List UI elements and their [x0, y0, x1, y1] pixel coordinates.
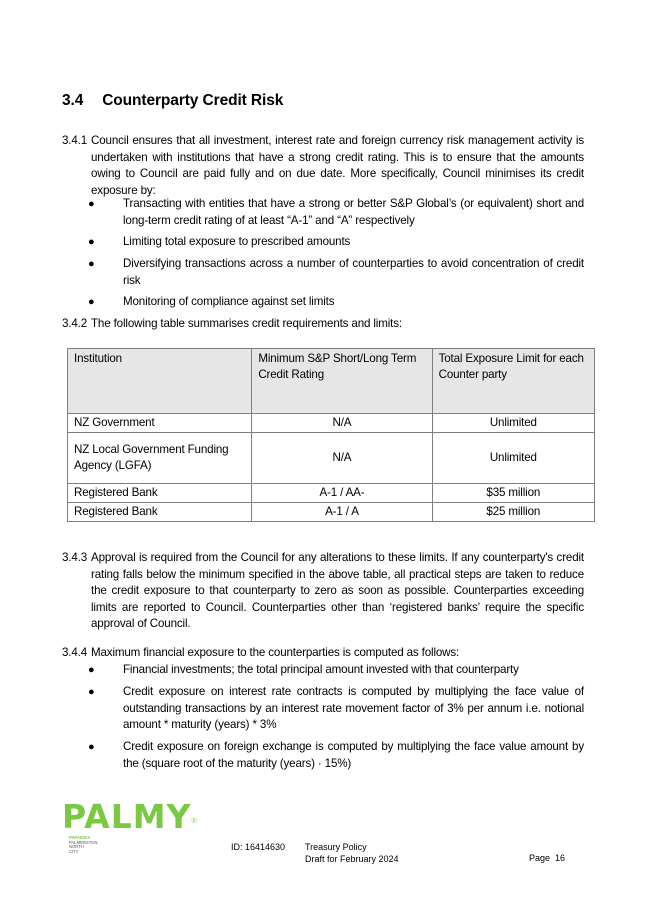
table-cell: N/A: [252, 433, 432, 484]
table-cell: A-1 / AA-: [252, 484, 432, 503]
paragraph-text: The following table summarises credit requirements and limits:: [91, 317, 402, 330]
bullet-icon: ●: [88, 236, 95, 248]
list-item-text: Monitoring of compliance against set limits: [123, 295, 335, 308]
table-row: [68, 433, 595, 484]
section-heading: [62, 92, 283, 110]
page-number: 16: [555, 853, 566, 863]
page-label: Page: [529, 853, 551, 863]
table-cell: N/A: [252, 414, 432, 433]
logo-subtitle-line: NORTH: [69, 844, 84, 850]
bullet-icon: ●: [88, 296, 95, 308]
palmy-logo: [62, 797, 197, 854]
column-header: Institution: [68, 349, 252, 414]
table-row: [68, 503, 595, 522]
footer-document-id: ID: 16414630: [231, 842, 286, 852]
list-item-text: Credit exposure on interest rate contracts is computed by multiplying the face value of outstanding transactions by an interest rate movement factor of 3% per annum i.e. notional amount * maturity (years) * 3%: [123, 685, 584, 731]
paragraph-3-4-3: [62, 550, 584, 633]
logo-wordmark: PALMY: [62, 797, 192, 836]
table-header-row: [68, 349, 595, 414]
table-cell: A-1 / A: [252, 503, 432, 522]
list-item: [62, 294, 584, 311]
list-item: [62, 196, 584, 229]
list-item: [62, 739, 584, 772]
list-item-text: Credit exposure on foreign exchange is computed by multiplying the face value amount by the (square root of the maturity (years) · 15%): [123, 740, 584, 770]
list-item-text: Financial investments; the total principal amount invested with that counterparty: [123, 663, 519, 676]
paragraph-3-4-4: [62, 645, 584, 662]
paragraph-text: Maximum financial exposure to the counterparties is computed as follows:: [91, 646, 460, 659]
logo-subtitle: [69, 836, 197, 854]
paragraph-number: 3.4.2: [62, 317, 88, 330]
bullet-icon: ●: [88, 198, 95, 210]
table-cell: Registered Bank: [68, 503, 252, 522]
table-cell: Unlimited: [432, 433, 594, 484]
table-cell: Registered Bank: [68, 484, 252, 503]
bullet-icon: ●: [88, 741, 95, 753]
list-item: [62, 684, 584, 734]
table-cell: $25 million: [432, 503, 594, 522]
table-cell: NZ Government: [68, 414, 252, 433]
list-item-text: Diversifying transactions across a number of counterparties to avoid concentration of credit risk: [123, 257, 584, 287]
list-item: [62, 256, 584, 289]
bullet-icon: ●: [88, 664, 95, 676]
bullet-icon: ●: [88, 686, 95, 698]
paragraph-text: Approval is required from the Council for any alterations to these limits. If any counterparty's credit rating falls below the minimum specified in the above table, all practical steps are taken to reduce the credit exposure to that counterparty to zero as soon as possible. Counterparties exceeding limits are reported to Council. Counterparties other than ‘registered banks’ require the specific approval of Council.: [91, 551, 584, 630]
section-title: Counterparty Credit Risk: [102, 92, 284, 109]
table-cell: NZ Local Government Funding Agency (LGFA): [68, 433, 252, 484]
column-header: Minimum S&P Short/Long Term Credit Rating: [252, 349, 432, 414]
table-cell: $35 million: [432, 484, 594, 503]
bullet-icon: ●: [88, 258, 95, 270]
paragraph-number: 3.4.3: [62, 551, 88, 564]
list-item: [62, 234, 584, 251]
paragraph-3-4-1: [62, 133, 584, 199]
column-header: Total Exposure Limit for each Counter party: [432, 349, 594, 414]
list-item-text: Limiting total exposure to prescribed amounts: [123, 235, 351, 248]
table-row: [68, 484, 595, 503]
logo-subtitle-line: CITY: [69, 848, 79, 854]
paragraph-number: 3.4.4: [62, 646, 88, 659]
logo-subtitle-maori: PAPAIOEA: [69, 835, 91, 840]
footer-page-number: [529, 853, 565, 865]
footer-doc-title: Treasury Policy: [305, 842, 367, 852]
paragraph-3-4-2: [62, 316, 584, 333]
footer-doc-status: Draft for February 2024: [305, 853, 399, 864]
list-item: [62, 662, 584, 679]
footer-document-info: [305, 842, 399, 865]
logo-subtitle-line: PALMERSTON: [69, 839, 98, 845]
credit-limits-table: [67, 348, 595, 522]
table-row: [68, 414, 595, 433]
registered-icon: ®: [191, 818, 197, 825]
paragraph-number: 3.4.1: [62, 134, 88, 147]
paragraph-text: Council ensures that all investment, interest rate and foreign currency risk management activity is undertaken with institutions that have a strong credit rating. This is to ensure that the amounts owing to Council are paid fully and on due date. More specifically, Council minimises its credit exposure by:: [91, 134, 584, 197]
list-item-text: Transacting with entities that have a strong or better S&P Global’s (or equivalent) short and long-term credit rating of at least “A-1” and “A” respectively: [123, 197, 584, 227]
table-cell: Unlimited: [432, 414, 594, 433]
section-number: 3.4: [62, 92, 84, 109]
